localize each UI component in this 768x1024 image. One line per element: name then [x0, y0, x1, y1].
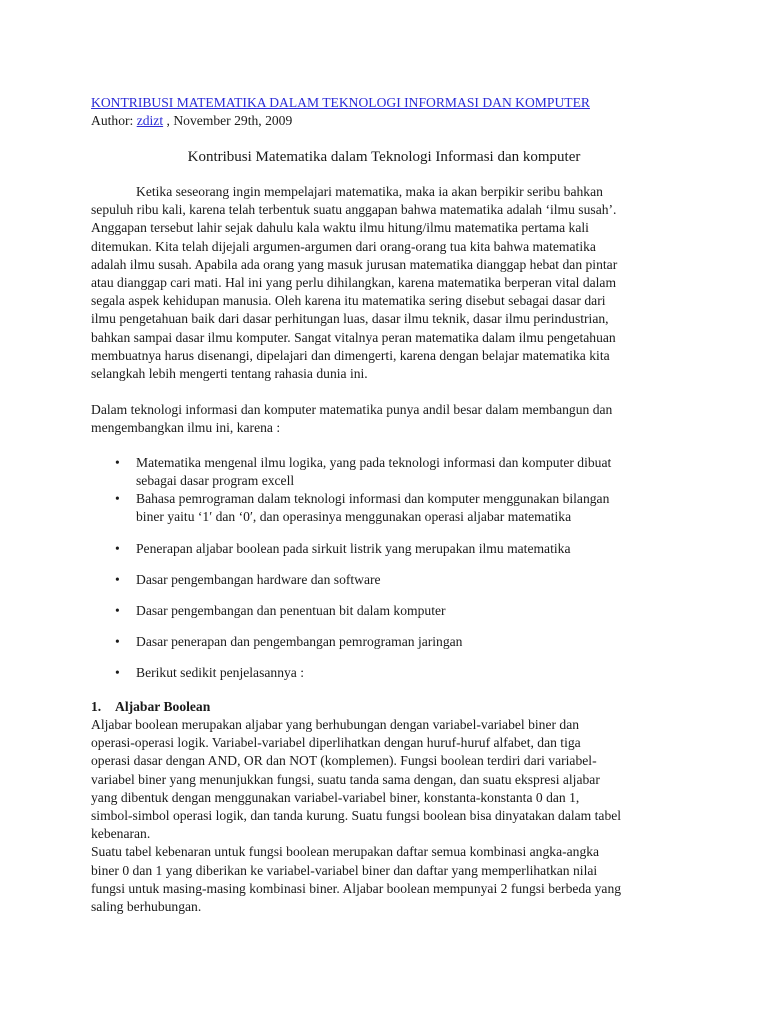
- bullet-icon: •: [115, 541, 120, 556]
- bullet-icon: •: [115, 665, 120, 680]
- paragraph-line: saling berhubungan.: [91, 899, 202, 915]
- author-label: Author:: [91, 113, 134, 128]
- paragraph-line: Dalam teknologi informasi dan komputer matematika punya andil besar dalam membangun dan: [91, 402, 613, 417]
- bullet-icon: •: [115, 634, 120, 649]
- paragraph-line: segala aspek kehidupan manusia. Oleh karena itu matematika sering disebut sebagai dasar dari: [91, 293, 606, 309]
- list-item-text: Penerapan aljabar boolean pada sirkuit listrik yang merupakan ilmu matematika: [136, 541, 571, 556]
- bullet-icon: •: [115, 491, 120, 506]
- section-title: Aljabar Boolean: [115, 699, 211, 714]
- paragraph-intro: [91, 183, 691, 383]
- paragraph-line: simbol-simbol operasi logik, dan tanda kurung. Suatu fungsi boolean bisa dinyatakan dalam tabel: [91, 808, 622, 824]
- paragraph-line: ilmu pengetahuan baik dari dasar perhitungan luas, dasar ilmu teknik, dasar ilmu perindustrian,: [91, 311, 609, 327]
- list-item-text: Dasar penerapan dan pengembangan pemrograman jaringan: [136, 634, 463, 649]
- paragraph-line: Ketika seseorang ingin mempelajari matematika, maka ia akan berpikir seribu bahkan: [136, 184, 603, 199]
- paragraph-line: kebenaran.: [91, 826, 151, 842]
- paragraph-line: Suatu tabel kebenaran untuk fungsi boolean merupakan daftar semua kombinasi angka-angka: [91, 844, 600, 860]
- paragraph-line: membuatnya harus disenangi, dipelajari dan dimengerti, karena dengan belajar matematika kita: [91, 347, 610, 363]
- paragraph-line: bahkan sampai dasar ilmu komputer. Sangat vitalnya peran matematika dalam ilmu pengetahuan: [91, 329, 616, 345]
- author-line: [91, 112, 292, 130]
- bullet-icon: •: [115, 603, 120, 618]
- section-heading: [91, 698, 210, 716]
- paragraph-line: Aljabar boolean merupakan aljabar yang berhubungan dengan variabel-variabel biner dan: [91, 717, 580, 732]
- author-link[interactable]: zdizt: [136, 113, 164, 128]
- list-item-text: Bahasa pemrograman dalam teknologi informasi dan komputer menggunakan bilangan: [136, 491, 610, 506]
- list-item-text: biner yaitu ‘1′ dan ‘0′, dan operasinya menggunakan operasi aljabar matematika: [136, 509, 572, 525]
- paragraph-line: mengembangkan ilmu ini, karena :: [91, 420, 281, 436]
- paragraph-line: selangkah lebih mengerti tentang rahasia dunia ini.: [91, 366, 368, 382]
- paragraph-line: fungsi untuk masing-masing kombinasi biner. Aljabar boolean mempunyai 2 fungsi berbeda yang: [91, 880, 622, 896]
- paragraph-boolean: [91, 716, 691, 916]
- bullet-icon: •: [115, 572, 120, 587]
- list-item-text: Berikut sedikit penjelasannya :: [136, 665, 304, 680]
- section-number: 1.: [91, 699, 102, 714]
- title-link[interactable]: KONTRIBUSI MATEMATIKA DALAM TEKNOLOGI INFORMASI DAN KOMPUTER: [91, 95, 590, 110]
- list-item-text: Matematika mengenal ilmu logika, yang pada teknologi informasi dan komputer dibuat: [136, 455, 612, 470]
- paragraph-line: atau dianggap cari mati. Hal ini yang perlu dihilangkan, karena matematika berperan vital dalam: [91, 275, 617, 291]
- paragraph-line: operasi dasar dengan AND, OR dan NOT (komplemen). Fungsi boolean terdiri dari variabel-: [91, 753, 597, 769]
- paragraph-line: sepuluh ribu kali, karena telah terbentuk suatu anggapan bahwa matematika adalah ‘ilmu susah’.: [91, 202, 617, 218]
- paragraph-line: operasi-operasi logik. Variabel-variabel diperlihatkan dengan huruf-huruf alfabet, dan tiga: [91, 735, 581, 751]
- paragraph-line: Anggapan tersebut lahir sejak dahulu kala waktu ilmu hitung/ilmu matematika pertama kali: [91, 220, 589, 236]
- article-heading: Kontribusi Matematika dalam Teknologi Informasi dan komputer: [187, 149, 581, 165]
- paragraph-line: ditemukan. Kita telah dijejali argumen-argumen dari orang-orang tua kita bahwa matematika: [91, 238, 596, 254]
- paragraph-line: adalah ilmu susah. Apabila ada orang yang masuk jurusan matematika dianggap hebat dan pintar: [91, 256, 618, 272]
- post-date: , November 29th, 2009: [166, 113, 293, 128]
- list-item-text: sebagai dasar program excell: [136, 473, 295, 489]
- paragraph-contribution: [91, 401, 691, 437]
- list-item-text: Dasar pengembangan hardware dan software: [136, 572, 381, 587]
- paragraph-line: biner 0 dan 1 yang diberikan ke variabel-variabel biner dan daftar yang memperlihatkan nilai: [91, 862, 598, 878]
- list-item-text: Dasar pengembangan dan penentuan bit dalam komputer: [136, 603, 446, 618]
- paragraph-line: yang dibentuk dengan menggunakan variabel-variabel biner, konstanta-konstanta 0 dan 1,: [91, 789, 580, 805]
- paragraph-line: variabel biner yang menunjukkan fungsi, suatu tanda sama dengan, dan suatu ekspresi aljabar: [91, 771, 600, 787]
- bullet-icon: •: [115, 455, 120, 470]
